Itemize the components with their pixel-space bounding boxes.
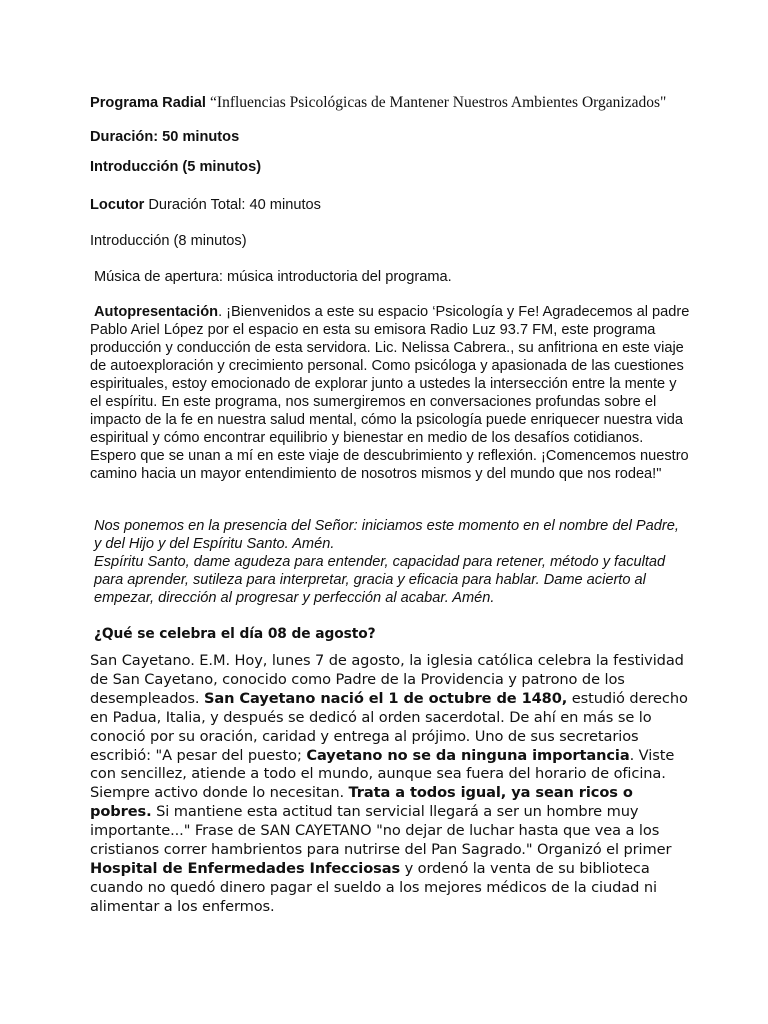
locutor-duration: Duración Total: 40 minutos — [148, 197, 321, 213]
cayetano-text-5: y ordenó la venta de su biblioteca cuando no quedó dinero pagar el sueldo a los mejores médicos de la ciudad ni alimentar a los enfermos. — [90, 859, 657, 915]
cayetano-paragraph — [90, 652, 690, 917]
autopresentacion-paragraph — [90, 303, 690, 483]
question-heading: ¿Qué se celebra el día 08 de agosto? — [94, 626, 376, 642]
autopresentacion-text: . ¡Bienvenidos a este su espacio ‘Psicología y Fe! Agradecemos al padre Pablo Ariel López por el espacio en esta su emisora Radio Luz 93.7 FM, este programa producción y conducción de esta servidora. Lic. Nelissa Cabrera., su anfitriona en este viaje de autoexploración y crecimiento personal. Como psicóloga y apasionada de las cuestiones espirituales, estoy emocionado de explorar junto a ustedes la intersección entre la mente y el espíritu. En este programa, nos sumergiremos en conversaciones profundas sobre el impacto de la fe en nuestra salud mental, cómo la psicología puede enriquecer nuestra vida espiritual y cómo encontrar equilibrio y bienestar en medio de los desafíos cotidianos. Espero que se unan a mí en este viaje de descubrimiento y reflexión. ¡Comencemos nuestro camino hacia un mayor entendimiento de nosotros mismos y del mundo que nos rodea!" — [90, 304, 690, 482]
prayer-line-1: Nos ponemos en la presencia del Señor: iniciamos este momento en el nombre del Padre, y del Hijo y del Espíritu Santo. Amén. — [94, 518, 679, 552]
prayer-paragraph — [90, 517, 690, 607]
autopresentacion-label: Autopresentación — [94, 304, 219, 320]
document-page — [90, 0, 690, 1024]
cayetano-text-1: San Cayetano. E.M. Hoy, lunes 7 de agosto, la iglesia católica celebra la festividad de San Cayetano, conocido como Padre de la Providencia y patrono de los desempleados. — [90, 652, 684, 707]
cayetano-text-4: Si mantiene esta actitud tan servicial llegará a ser un hombre muy importante..." Frase de SAN CAYETANO "no dejar de luchar hasta que vea a los cristianos correr hambrientos para nutrirse del Pan Sagrado." Organizó el primer — [90, 803, 672, 859]
music-line: Música de apertura: música introductoria del programa. — [94, 269, 452, 285]
cayetano-text-3: . Viste con sencillez, atiende a todo el mundo, aunque sea fuera del horario de oficina. Siempre activo donde lo necesitan. — [90, 746, 675, 802]
program-label: Programa Radial — [90, 95, 206, 111]
intro-heading: Introducción (5 minutos) — [90, 159, 262, 175]
cayetano-bold-4: Hospital de Enfermedades Infecciosas — [90, 859, 401, 877]
cayetano-bold-1: San Cayetano nació el 1 de octubre de 1480, — [203, 689, 568, 707]
cayetano-text-2: estudió derecho en Padua, Italia, y después se dedicó al orden sacerdotal. De ahí en más se lo conoció por su oración, caridad y entrega al prójimo. Uno de sus secretarios escribió: "A pesar del puesto; — [90, 689, 688, 764]
duration-heading: Duración: 50 minutos — [90, 129, 240, 145]
locutor-line — [90, 196, 690, 214]
intro2-line: Introducción (8 minutos) — [90, 233, 247, 249]
program-heading — [90, 94, 690, 112]
cayetano-bold-3: Trata a todos igual, ya sean ricos o pobres. — [90, 784, 633, 821]
program-title: “Influencias Psicológicas de Mantener Nuestros Ambientes Organizados" — [210, 94, 667, 111]
locutor-label: Locutor — [90, 197, 145, 213]
cayetano-bold-2: Cayetano no se da ninguna importancia — [306, 746, 630, 764]
prayer-line-2: Espíritu Santo, dame agudeza para entender, capacidad para retener, método y facultad para aprender, sutileza para interpretar, gracia y eficacia para hablar. Dame acierto al empezar, dirección al progresar y perfección al acabar. Amén. — [94, 554, 666, 606]
